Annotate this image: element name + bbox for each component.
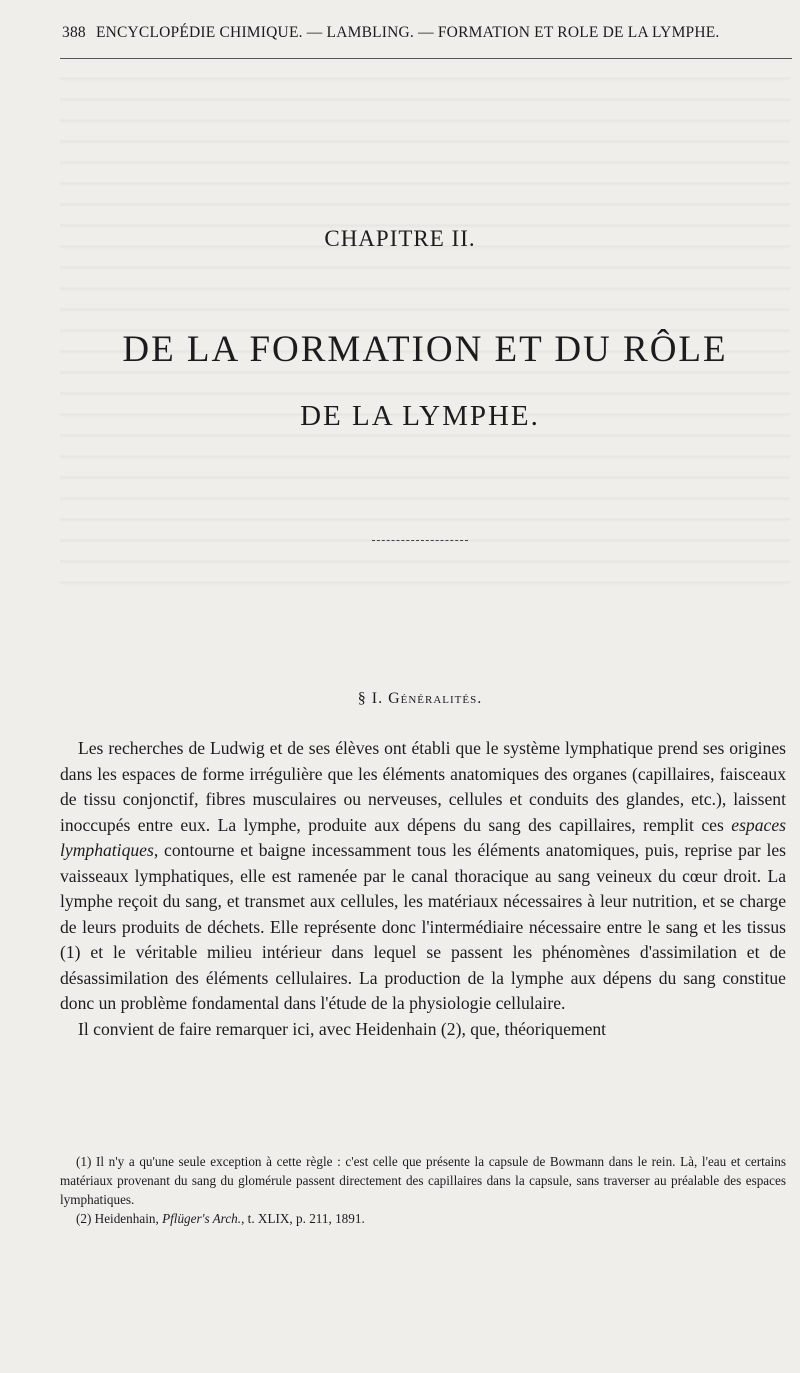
chapter-label: CHAPITRE II. xyxy=(324,226,476,251)
running-header xyxy=(62,24,792,42)
footnote-1: (1) Il n'y a qu'une seule exception à cette règle : c'est celle que présente la capsule de Bowmann dans le rein. Là, l'eau et certains matériaux provenant du sang du glomérule passent directement des capillaires dans la capsule, sans traverser au préalable des espaces lymphatiques. xyxy=(60,1154,786,1207)
footnote-2 xyxy=(60,1209,786,1228)
ornament-rule xyxy=(372,540,468,542)
paragraph-1-part-a: Les recherches de Ludwig et de ses élèves ont établi que le système lymphatique prend ses origines dans les espaces de forme irrégulière que les éléments anatomiques des organes (capillaires, faisceaux de tissu conjonctif, fibres musculaires ou nerveuses, cellules et conduits des glandes, etc.), laissent inoccupés entre eux. La lymphe, produite aux dépens du sang des capillaires, remplit ces xyxy=(60,738,786,835)
page-number: 388 xyxy=(62,24,86,41)
footnotes xyxy=(60,1152,786,1228)
running-title: ENCYCLOPÉDIE CHIMIQUE. — LAMBLING. — FORMATION ET ROLE DE LA LYMPHE. xyxy=(95,24,720,41)
paragraph-1-emphasis: espaces lymphatiques xyxy=(60,814,786,860)
section-title: Généralités. xyxy=(388,690,483,707)
paragraph-2: Il convient de faire remarquer ici, avec Heidenhain (2), que, théoriquement xyxy=(78,1018,607,1039)
paragraph-1 xyxy=(60,736,786,1017)
section-mark: § I. xyxy=(357,690,384,707)
header-rule xyxy=(60,58,792,59)
chapter-title-line1: DE LA FORMATION ET DU RÔLE xyxy=(122,329,728,370)
footnote-2-part-a: (2) Heidenhain, xyxy=(76,1211,163,1226)
chapter-title-line2: DE LA LYMPHE. xyxy=(300,400,540,432)
body-text xyxy=(60,736,786,1042)
paragraph-1-part-b: , contourne et baigne incessamment tous les éléments anatomiques, puis, reprise par les vaisseaux lymphatiques, elle est ramenée par le canal thoracique au sang veineux du cœur droit. La lymphe reçoit du sang, et transmet aux cellules, les matériaux nécessaires à leur nutrition, et se charge de leurs produits de déchets. Elle représente donc l'intermédiaire nécessaire entre le sang et les tissus (1) et le véritable milieu intérieur dans lequel se passent les phénomènes d'assimilation et de désassimilation des éléments cellulaires. La production de la lymphe aux dépens du sang constitue donc un problème fondamental dans l'étude de la physiologie cellulaire. xyxy=(60,840,786,1013)
footnote-2-part-b: , t. XLIX, p. 211, 1891. xyxy=(241,1211,365,1226)
section-heading xyxy=(0,690,800,708)
footnote-2-journal: Pflüger's Arch. xyxy=(162,1211,242,1226)
